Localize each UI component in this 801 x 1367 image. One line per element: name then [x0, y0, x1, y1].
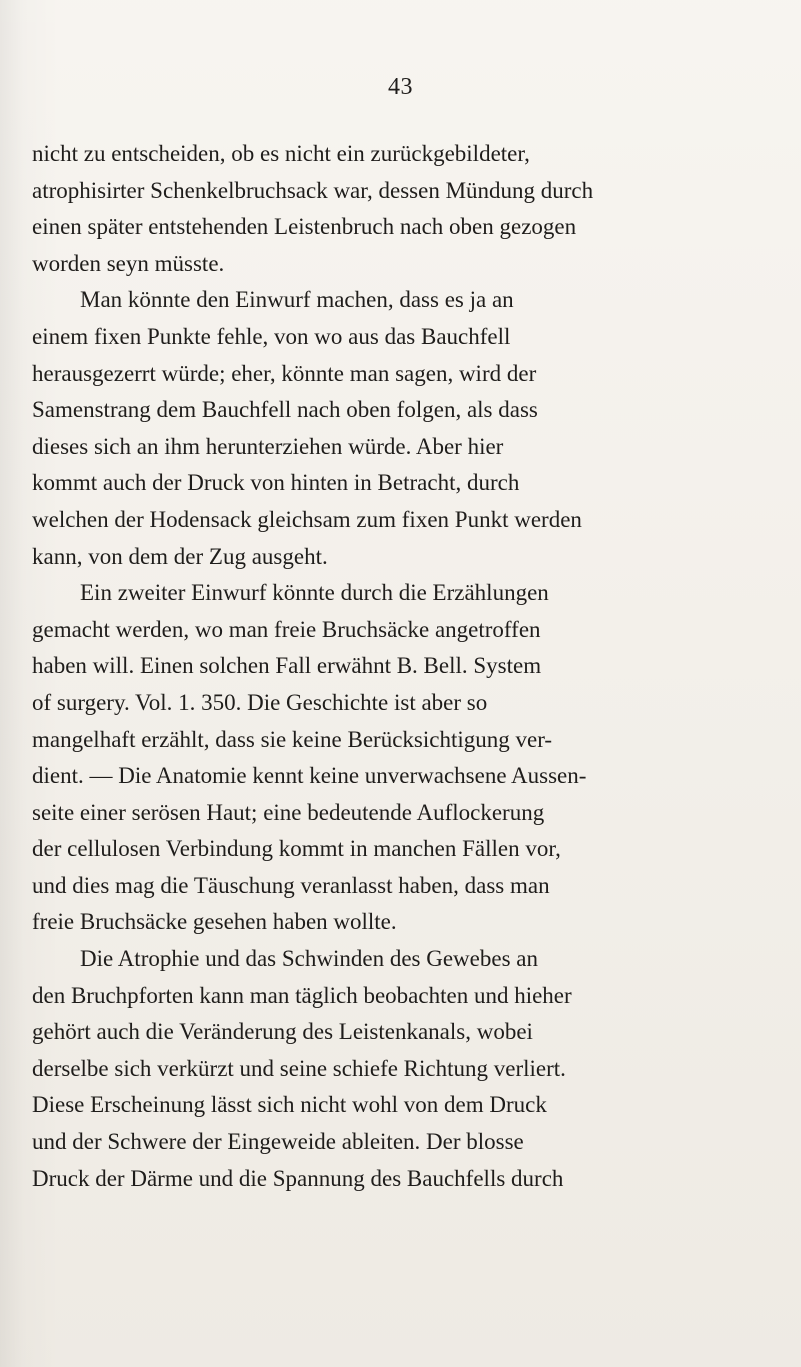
text-line: of surgery. Vol. 1. 350. Die Geschichte ist aber so — [32, 689, 488, 715]
text-line: atrophisirter Schenkelbruchsack war, dessen Mündung durch — [32, 177, 594, 203]
text-line: dieses sich an ihm herunterziehen würde. Aber hier — [32, 433, 504, 459]
text-line: kommt auch der Druck von hinten in Betracht, durch — [32, 470, 520, 496]
text-line: Samenstrang dem Bauchfell nach oben folgen, als dass — [32, 397, 538, 423]
text-line: Die Atrophie und das Schwinden des Gewebes an — [80, 946, 538, 972]
text-line: mangelhaft erzählt, dass sie keine Berücksichtigung ver- — [32, 726, 553, 752]
text-line: nicht zu entscheiden, ob es nicht ein zurückgebildeter, — [32, 141, 530, 166]
text-line: Ein zweiter Einwurf könnte durch die Erzählungen — [80, 580, 549, 606]
text-line: Diese Erscheinung lässt sich nicht wohl von dem Druck — [32, 1092, 547, 1118]
text-line: kann, von dem der Zug ausgeht. — [32, 543, 328, 569]
text-line: einen später entstehenden Leistenbruch nach oben gezogen — [32, 214, 577, 240]
text-line: und dies mag die Täuschung veranlasst haben, dass man — [32, 872, 550, 898]
text-line: gemacht werden, wo man freie Bruchsäcke angetroffen — [32, 616, 541, 642]
page-number: 43 — [388, 74, 413, 100]
text-line: worden seyn müsste. — [32, 250, 225, 276]
text-line: welchen der Hodensack gleichsam zum fixen Punkt werden — [32, 506, 582, 532]
text-line: freie Bruchsäcke gesehen haben wollte. — [32, 909, 397, 935]
text-line: einem fixen Punkte fehle, von wo aus das Bauchfell — [32, 323, 511, 349]
text-line: dient. — Die Anatomie kennt keine unverwachsene Aussen- — [32, 763, 587, 789]
text-line: den Bruchpforten kann man täglich beobachten und hieher — [32, 982, 572, 1008]
text-line: gehört auch die Veränderung des Leistenkanals, wobei — [32, 1019, 533, 1045]
text-line: herausgezerrt würde; eher, könnte man sagen, wird der — [32, 360, 537, 386]
body-text — [32, 136, 780, 1197]
text-line: derselbe sich verkürzt und seine schiefe Richtung verliert. — [32, 1055, 566, 1081]
text-line: seite einer serösen Haut; eine bedeutende Auflockerung — [32, 799, 545, 825]
text-line: haben will. Einen solchen Fall erwähnt B. Bell. System — [32, 653, 542, 679]
text-line: und der Schwere der Eingeweide ableiten. Der blosse — [32, 1129, 524, 1155]
text-line: Man könnte den Einwurf machen, dass es ja an — [80, 287, 514, 313]
text-line: Druck der Därme und die Spannung des Bauchfells durch — [32, 1165, 564, 1191]
text-line: der cellulosen Verbindung kommt in manchen Fällen vor, — [32, 836, 561, 862]
